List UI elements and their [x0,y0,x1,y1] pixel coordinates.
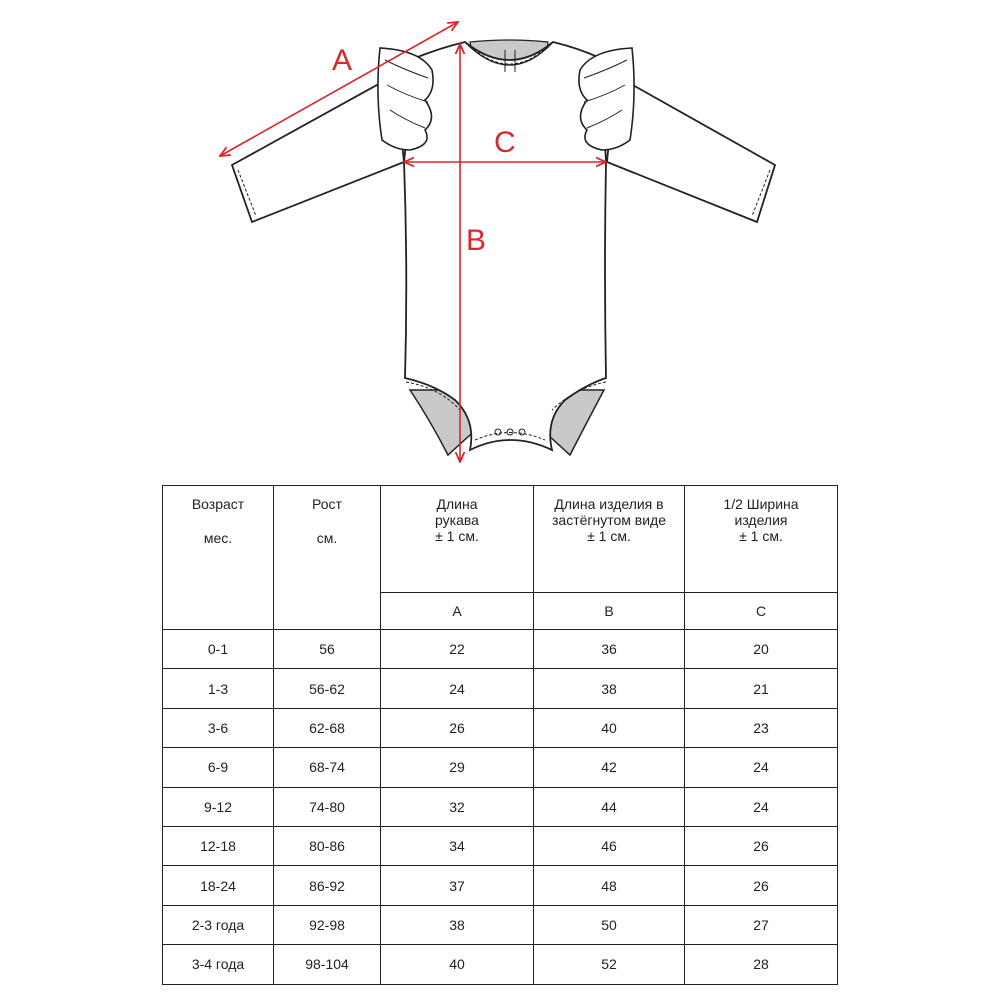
cell-height: 62-68 [274,708,381,747]
measure-label-b: B [466,224,487,257]
cell-a: 32 [381,787,534,826]
table-row [163,630,838,669]
header-width-line2: изделия [734,512,788,528]
table-row [163,669,838,708]
header-sleeve-line2: рукава [435,512,479,528]
table-body [163,630,838,985]
cell-b: 46 [534,826,685,865]
cell-b: 52 [534,945,685,984]
table-row [163,905,838,944]
cell-b: 50 [534,905,685,944]
cell-c: 24 [685,748,838,787]
cell-age: 12-18 [163,826,274,865]
header-age-unit: мес. [203,530,233,546]
cell-c: 20 [685,630,838,669]
table-row [163,866,838,905]
cell-height: 98-104 [274,945,381,984]
cell-b: 38 [534,669,685,708]
cell-height: 68-74 [274,748,381,787]
header-width-line3: ± 1 см. [739,528,783,544]
table-row [163,748,838,787]
cell-a: 29 [381,748,534,787]
cell-c: 23 [685,708,838,747]
header-age [163,486,274,630]
cell-height: 80-86 [274,826,381,865]
cell-height: 86-92 [274,866,381,905]
cell-b: 40 [534,708,685,747]
cell-a: 34 [381,826,534,865]
table-row [163,787,838,826]
cell-age: 3-4 года [163,945,274,984]
cell-c: 24 [685,787,838,826]
letter-b: B [534,593,685,630]
cell-a: 38 [381,905,534,944]
header-width-line1: 1/2 Ширина [723,496,799,512]
header-sleeve [381,486,534,593]
cell-height: 56-62 [274,669,381,708]
cell-height: 74-80 [274,787,381,826]
cell-a: 26 [381,708,534,747]
header-length-line3: ± 1 см. [587,528,631,544]
cell-age: 6-9 [163,748,274,787]
cell-c: 27 [685,905,838,944]
cell-age: 9-12 [163,787,274,826]
cell-a: 40 [381,945,534,984]
header-sleeve-line1: Длина [436,496,478,512]
header-length-line2: застёгнутом виде [551,512,666,528]
cell-age: 1-3 [163,669,274,708]
table-row [163,945,838,984]
measure-label-c: C [494,126,516,159]
cell-c: 21 [685,669,838,708]
cell-b: 42 [534,748,685,787]
table-row [163,708,838,747]
size-chart-table [162,485,838,985]
measure-label-a: A [332,44,353,77]
cell-b: 36 [534,630,685,669]
cell-c: 28 [685,945,838,984]
cell-age: 2-3 года [163,905,274,944]
cell-a: 22 [381,630,534,669]
letter-c: C [685,593,838,630]
cell-a: 24 [381,669,534,708]
cell-c: 26 [685,826,838,865]
bodysuit-diagram [0,0,1000,470]
header-height-unit: см. [316,530,338,546]
cell-age: 18-24 [163,866,274,905]
bodysuit-body [404,42,606,450]
cell-b: 48 [534,866,685,905]
cell-a: 37 [381,866,534,905]
header-height-label: Рост [312,496,342,512]
header-length-line1: Длина изделия в [554,496,664,512]
header-sleeve-line3: ± 1 см. [435,528,479,544]
header-width [685,486,838,593]
cell-c: 26 [685,866,838,905]
letter-a: A [381,593,534,630]
header-age-label: Возраст [191,496,245,512]
cell-age: 0-1 [163,630,274,669]
table-header-row [163,486,838,593]
header-length [534,486,685,593]
header-height [274,486,381,630]
cell-age: 3-6 [163,708,274,747]
cell-height: 92-98 [274,905,381,944]
cell-height: 56 [274,630,381,669]
right-ruffle [579,48,634,150]
cell-b: 44 [534,787,685,826]
table-row [163,826,838,865]
